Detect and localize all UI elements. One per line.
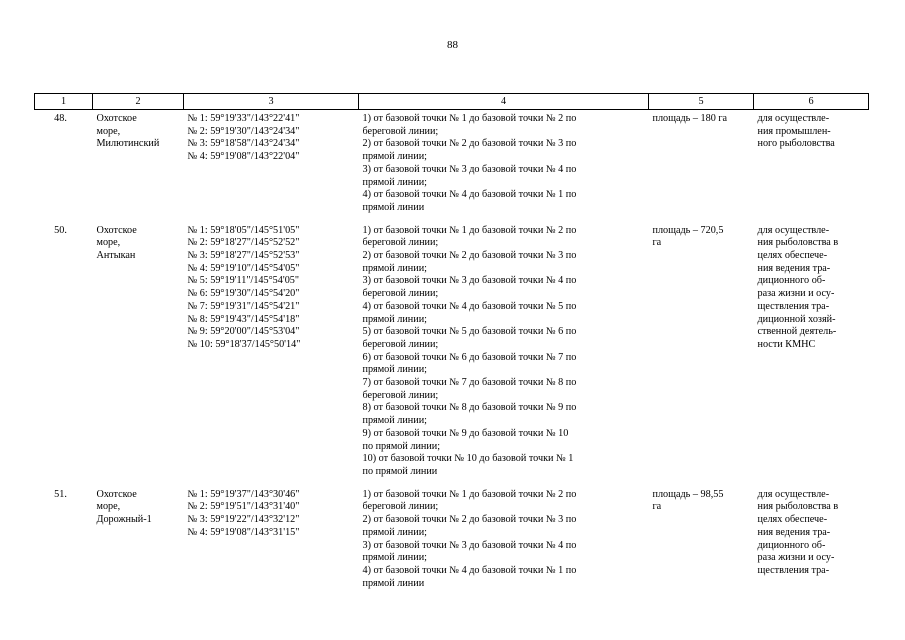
boundary-description-line: прямой линии — [362, 577, 425, 589]
base-point-coordinates-line: № 2: 59°19'30"/143°24'34" — [187, 125, 300, 137]
column-header: 2 — [93, 94, 184, 110]
column-header: 1 — [35, 94, 93, 110]
boundary-description-line: 2) от базовой точки № 2 до базовой точки № 3 по — [362, 514, 577, 526]
area-size-line: площадь – 180 га — [652, 113, 728, 124]
boundary-description-line: 3) от базовой точки № 3 до базовой точки № 4 по — [362, 275, 577, 287]
area-size-line: га — [652, 237, 662, 249]
row-number: 51. — [54, 488, 67, 500]
base-point-coordinates-line: № 3: 59°19'22"/143°32'12" — [187, 514, 300, 526]
boundary-description-line: 1) от базовой точки № 1 до базовой точки № 2 по — [362, 488, 577, 500]
boundary-description-line: 6) от базовой точки № 6 до базовой точки № 7 по — [362, 351, 577, 363]
base-point-coordinates-line: № 10: 59°18'37/145°50'14" — [187, 338, 301, 350]
base-point-coordinates — [184, 225, 359, 489]
area-purpose-line: ния промышлен- — [757, 125, 831, 137]
area-purpose-line: целях обеспече- — [757, 250, 828, 262]
boundary-description-line: береговой линии; — [362, 288, 439, 300]
base-point-coordinates — [184, 110, 359, 225]
area-purpose-line: диционного об- — [757, 275, 826, 287]
base-point-coordinates-line: № 4: 59°19'08"/143°31'15" — [187, 526, 300, 538]
table-row — [35, 225, 869, 489]
boundary-description-line: береговой линии; — [362, 125, 439, 137]
area-purpose-line: ния ведения тра- — [757, 526, 831, 538]
table-header-row — [35, 94, 869, 110]
area-purpose-line: для осуществле- — [757, 224, 830, 236]
base-point-coordinates-line: № 5: 59°19'11"/145°54'05" — [187, 275, 300, 287]
base-point-coordinates-line: № 6: 59°19'30"/145°54'20" — [187, 288, 300, 300]
area-location — [93, 489, 184, 601]
area-purpose-line: ственной деятель- — [757, 326, 837, 338]
area-purpose-line: диционного об- — [757, 539, 826, 551]
area-purpose-line: ния ведения тра- — [757, 262, 831, 274]
boundary-description-line: 4) от базовой точки № 4 до базовой точки № 1 по — [362, 189, 577, 201]
area-location-line: Охотское — [96, 488, 137, 500]
boundary-description-line: прямой линии; — [362, 176, 427, 188]
base-point-coordinates-line: № 3: 59°18'27"/145°52'53" — [187, 250, 300, 262]
column-header: 5 — [649, 94, 754, 110]
area-location — [93, 225, 184, 489]
boundary-description-line: 7) от базовой точки № 7 до базовой точки № 8 по — [362, 377, 577, 389]
area-purpose-line: целях обеспече- — [757, 514, 828, 526]
area-purpose — [754, 110, 869, 225]
area-location-line: Милютинский — [96, 138, 160, 150]
area-purpose-line: раза жизни и осу- — [757, 552, 835, 564]
boundary-description-line: прямой линии; — [362, 526, 427, 538]
area-size-line: площадь – 98,55 — [652, 488, 724, 500]
area-purpose-line: для осуществле- — [757, 113, 830, 124]
area-size-line: га — [652, 501, 662, 513]
base-point-coordinates-line: № 4: 59°19'08"/143°22'04" — [187, 151, 300, 163]
boundary-description-line: береговой линии; — [362, 237, 439, 249]
boundary-description-line: прямой линии; — [362, 552, 427, 564]
column-header: 3 — [184, 94, 359, 110]
boundary-description-line: 8) от базовой точки № 8 до базовой точки № 9 по — [362, 402, 577, 414]
area-size — [649, 489, 754, 601]
boundary-description-line: 1) от базовой точки № 1 до базовой точки № 2 по — [362, 224, 577, 236]
area-purpose — [754, 225, 869, 489]
area-size — [649, 110, 754, 225]
base-point-coordinates — [184, 489, 359, 601]
base-point-coordinates-line: № 2: 59°18'27"/145°52'52" — [187, 237, 300, 249]
area-purpose — [754, 489, 869, 601]
boundary-description-line: 1) от базовой точки № 1 до базовой точки № 2 по — [362, 113, 577, 124]
base-point-coordinates-line: № 1: 59°19'37"/143°30'46" — [187, 488, 300, 500]
page-number: 88 — [447, 39, 458, 51]
boundary-description — [359, 489, 649, 601]
base-point-coordinates-line: № 1: 59°18'05"/145°51'05" — [187, 224, 300, 236]
boundary-description-line: по прямой линии; — [362, 440, 441, 452]
boundary-description — [359, 110, 649, 225]
boundary-description-line: прямой линии; — [362, 151, 427, 163]
area-purpose-line: ния рыболовства в — [757, 237, 839, 249]
boundary-description-line: 4) от базовой точки № 4 до базовой точки № 1 по — [362, 564, 577, 576]
boundary-description-line: прямой линии; — [362, 313, 427, 325]
boundary-description-line: береговой линии; — [362, 501, 439, 513]
boundary-description-line: 4) от базовой точки № 4 до базовой точки № 5 по — [362, 300, 577, 312]
column-header: 6 — [754, 94, 869, 110]
base-point-coordinates-line: № 3: 59°18'58"/143°24'34" — [187, 138, 300, 150]
base-point-coordinates-line: № 9: 59°20'00"/145°53'04" — [187, 326, 300, 338]
boundary-description-line: 5) от базовой точки № 5 до базовой точки № 6 по — [362, 326, 577, 338]
row-number: 50. — [54, 224, 67, 236]
area-purpose-line: для осуществле- — [757, 488, 830, 500]
row-number: 48. — [54, 113, 67, 124]
boundary-description-line: 10) от базовой точки № 10 до базовой точки № 1 — [362, 453, 574, 465]
base-point-coordinates-line: № 2: 59°19'51"/143°31'40" — [187, 501, 300, 513]
boundary-description — [359, 225, 649, 489]
base-point-coordinates-line: № 8: 59°19'43"/145°54'18" — [187, 313, 300, 325]
base-point-coordinates-line: № 1: 59°19'33"/143°22'41" — [187, 113, 300, 124]
area-location-line: Охотское — [96, 113, 137, 124]
area-size-line: площадь – 720,5 — [652, 224, 724, 236]
area-purpose-line: ния рыболовства в — [757, 501, 839, 513]
area-purpose-line: раза жизни и осу- — [757, 288, 835, 300]
area-purpose-line: ществления тра- — [757, 564, 830, 576]
boundary-description-line: прямой линии; — [362, 364, 427, 376]
boundary-description-line: береговой линии; — [362, 389, 439, 401]
regulation-table — [34, 93, 869, 600]
base-point-coordinates-line: № 4: 59°19'10"/145°54'05" — [187, 262, 300, 274]
boundary-description-line: 3) от базовой точки № 3 до базовой точки № 4 по — [362, 539, 577, 551]
boundary-description-line: 2) от базовой точки № 2 до базовой точки № 3 по — [362, 138, 577, 150]
area-location-line: Дорожный-1 — [96, 514, 152, 526]
table-row — [35, 110, 869, 225]
boundary-description-line: прямой линии; — [362, 415, 427, 427]
area-purpose-line: ществления тра- — [757, 300, 830, 312]
area-location-line: море, — [96, 501, 121, 513]
boundary-description-line: 2) от базовой точки № 2 до базовой точки № 3 по — [362, 250, 577, 262]
area-size — [649, 225, 754, 489]
area-purpose-line: ности КМНС — [757, 338, 816, 350]
boundary-description-line: по прямой линии — [362, 465, 438, 477]
column-header: 4 — [359, 94, 649, 110]
table-row — [35, 489, 869, 601]
area-location-line: море, — [96, 237, 121, 249]
boundary-description-line: прямой линии — [362, 201, 425, 213]
boundary-description-line: 3) от базовой точки № 3 до базовой точки № 4 по — [362, 163, 577, 175]
area-location-line: Антыкан — [96, 250, 136, 262]
area-purpose-line: ного рыболовства — [757, 138, 835, 150]
base-point-coordinates-line: № 7: 59°19'31"/145°54'21" — [187, 300, 300, 312]
area-location — [93, 110, 184, 225]
boundary-description-line: 9) от базовой точки № 9 до базовой точки № 10 — [362, 427, 569, 439]
area-location-line: море, — [96, 125, 121, 137]
area-location-line: Охотское — [96, 224, 137, 236]
boundary-description-line: береговой линии; — [362, 338, 439, 350]
area-purpose-line: диционной хозяй- — [757, 313, 836, 325]
boundary-description-line: прямой линии; — [362, 262, 427, 274]
